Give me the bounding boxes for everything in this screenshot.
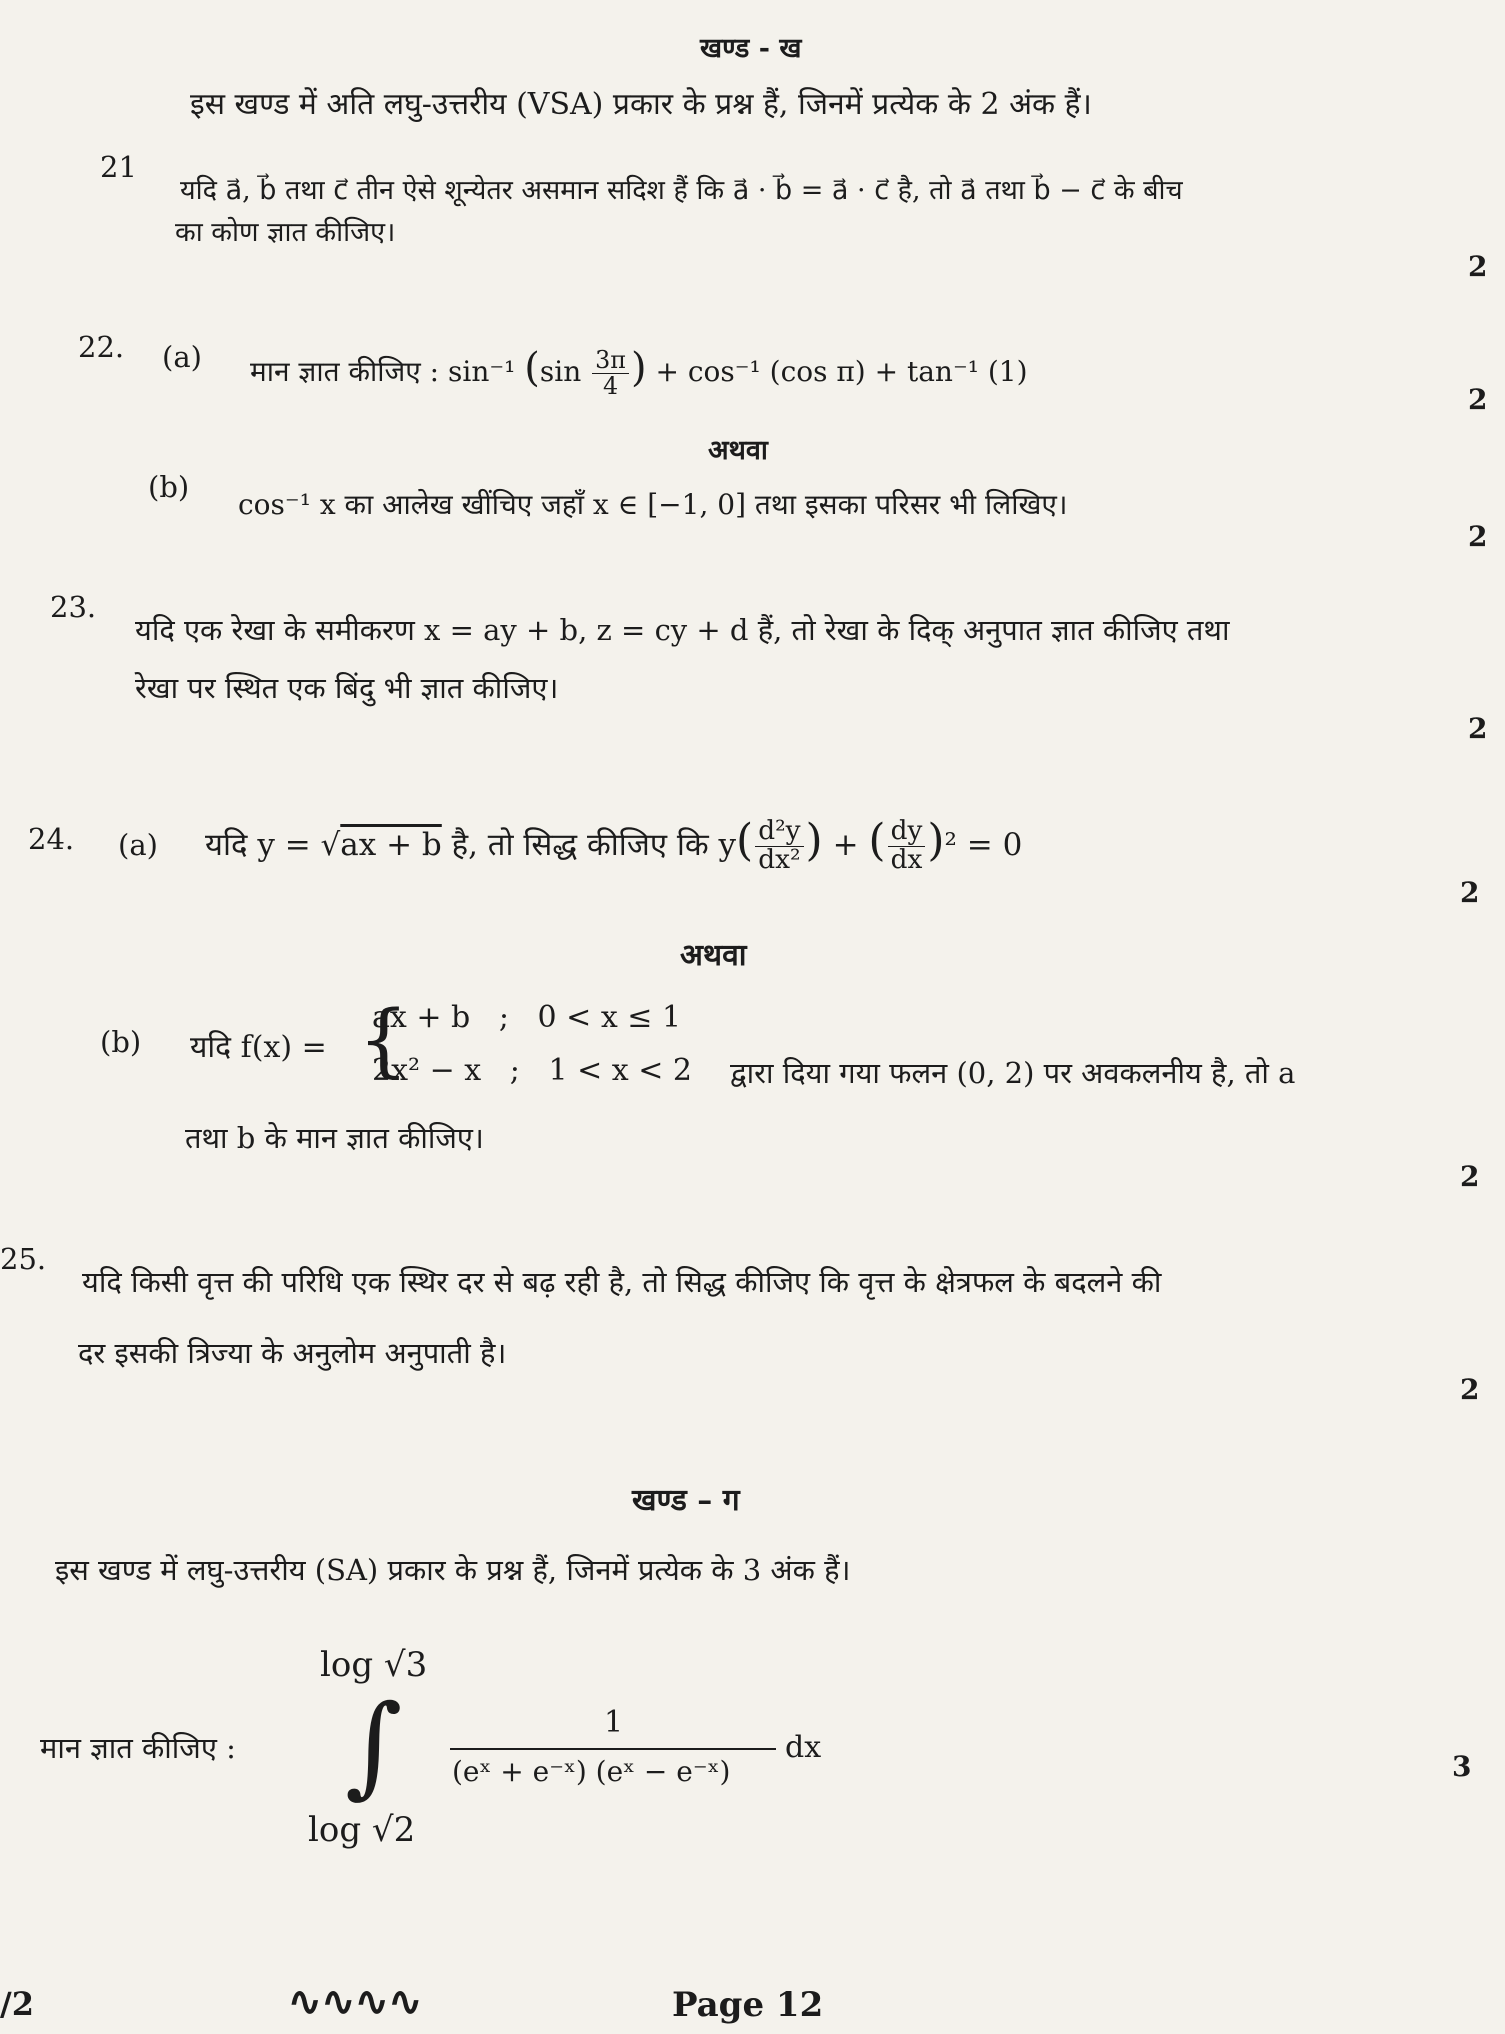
- q22-b-marks: 2: [1468, 520, 1488, 553]
- q24-a-fraction1: [755, 818, 803, 874]
- q22-a-expr-start: sin⁻¹: [448, 355, 516, 388]
- q24-b-text: द्वारा दिया गया फलन (0, 2) पर अवकलनीय है, तो a: [730, 1056, 1296, 1090]
- q22-number: 22.: [78, 330, 125, 364]
- q23-line2: रेखा पर स्थित एक बिंदु भी ज्ञात कीजिए।: [135, 671, 559, 705]
- section-b-intro: इस खण्ड में अति लघु-उत्तरीय (VSA) प्रकार के प्रश्न हैं, जिनमें प्रत्येक के 2 अंक हैं।: [190, 87, 1092, 122]
- q22-a-expression: मान ज्ञात कीजिए : sin⁻¹ (sin $\frac{3\pi}{4}$ ) + cos⁻¹ (cos π) + tan⁻¹ (1): [250, 345, 1028, 400]
- q21-line2: का कोण ज्ञात कीजिए।: [175, 217, 396, 248]
- q24-b-brace: {: [358, 993, 409, 1086]
- q22-a-text: मान ज्ञात कीजिए :: [250, 355, 440, 388]
- q24-a-label: (a): [118, 828, 158, 862]
- q26-dx: dx: [785, 1730, 822, 1765]
- q23-marks: 2: [1468, 712, 1488, 745]
- q25-line2: दर इसकी त्रिज्या के अनुलोम अनुपाती है।: [78, 1336, 507, 1370]
- integral-sign: ∫: [345, 1681, 403, 1809]
- q26-numerator: 1: [604, 1705, 624, 1740]
- q24-a-text-mid: है, तो सिद्ध कीजिए कि y: [451, 827, 737, 863]
- q24-a-f1-den: dx²: [758, 845, 801, 875]
- q24-b-case2: 2x² − x ; 1 < x < 2: [372, 1053, 692, 1088]
- q24-a-f2-num: dy: [888, 818, 926, 847]
- q24-b-fx: यदि f(x) =: [190, 1030, 327, 1065]
- q25-number: 25.: [0, 1242, 47, 1276]
- q22-b-label: (b): [148, 470, 190, 504]
- q22-a-frac-den: 4: [602, 372, 619, 400]
- q21-number: 21: [100, 150, 137, 184]
- q22-b-text: cos⁻¹ x का आलेख खींचिए जहाँ x ∈ [−1, 0] तथा इसका परिसर भी लिखिए।: [238, 488, 1068, 521]
- q24-number: 24.: [28, 822, 75, 856]
- q22-a-frac-num: 3π: [592, 348, 629, 374]
- q26-text: मान ज्ञात कीजिए :: [40, 1731, 236, 1765]
- q21-line1: यदि a⃗, b⃗ तथा c⃗ तीन ऐसे शून्येतर असमान सदिश हैं कि a⃗ · b⃗ = a⃗ · c⃗ है, तो a⃗ तथा b⃗ − c⃗ के बीच: [180, 175, 1183, 206]
- q24-a-f2-den: dx: [890, 845, 923, 875]
- q26-marks: 3: [1452, 1750, 1472, 1783]
- q22-a-expr-end: + cos⁻¹ (cos π) + tan⁻¹ (1): [655, 355, 1028, 388]
- q26-lower-limit: log √2: [308, 1810, 416, 1850]
- q22-or: अथवा: [708, 435, 768, 466]
- page-number: Page 12: [672, 1985, 824, 2025]
- q24-a-f1-num: d²y: [755, 818, 803, 847]
- q24-a-sqrt: ax + b: [340, 827, 442, 863]
- section-c-heading: खण्ड – ग: [632, 1483, 740, 1518]
- q22-a-fraction: [592, 348, 629, 399]
- q24-b-marks: 2: [1460, 1160, 1480, 1193]
- q26-upper-limit: log √3: [320, 1645, 428, 1685]
- section-b-heading: खण्ड - ख: [700, 33, 802, 64]
- q24-a-plus: +: [832, 827, 859, 863]
- footer-wave: ∿∿∿∿: [288, 1978, 423, 2025]
- q26-fraction-bar: [450, 1748, 776, 1750]
- q24-or: अथवा: [680, 938, 747, 973]
- q25-line1: यदि किसी वृत्त की परिधि एक स्थिर दर से बढ़ रही है, तो सिद्ध कीजिए कि वृत्त के क्षेत्रफल के बदलने की: [82, 1265, 1162, 1299]
- q23-line1: यदि एक रेखा के समीकरण x = ay + b, z = cy + d हैं, तो रेखा के दिक् अनुपात ज्ञात कीजिए तथा: [135, 613, 1230, 647]
- q26-denominator: (eˣ + e⁻ˣ) (eˣ − e⁻ˣ): [452, 1755, 731, 1788]
- q24-a-marks: 2: [1460, 876, 1480, 909]
- q23-number: 23.: [50, 590, 97, 624]
- section-c-intro: इस खण्ड में लघु-उत्तरीय (SA) प्रकार के प्रश्न हैं, जिनमें प्रत्येक के 3 अंक हैं।: [55, 1553, 851, 1587]
- q24-b-label: (b): [100, 1025, 142, 1059]
- footer-code: /2: [0, 1985, 34, 2023]
- q22-a-label: (a): [162, 340, 202, 374]
- q24-a-end: ² = 0: [944, 827, 1023, 863]
- q25-marks: 2: [1460, 1373, 1480, 1406]
- q21-marks: 2: [1468, 250, 1488, 283]
- q24-b-case1: ax + b ; 0 < x ≤ 1: [372, 1000, 682, 1035]
- q24-a-expression: यदि y = √ax + b है, तो सिद्ध कीजिए कि y( $\frac{\text{d²y}}{\text{dx²}}$ ) + ( $\frac{dy}{dx}$ )² = 0: [205, 815, 1023, 875]
- q24-b-line2: तथा b के मान ज्ञात कीजिए।: [185, 1121, 484, 1155]
- q24-a-text-start: यदि y =: [205, 827, 311, 863]
- q22-a-expr-sin: sin: [539, 355, 582, 388]
- q24-a-fraction2: [888, 818, 926, 874]
- q22-a-marks: 2: [1468, 383, 1488, 416]
